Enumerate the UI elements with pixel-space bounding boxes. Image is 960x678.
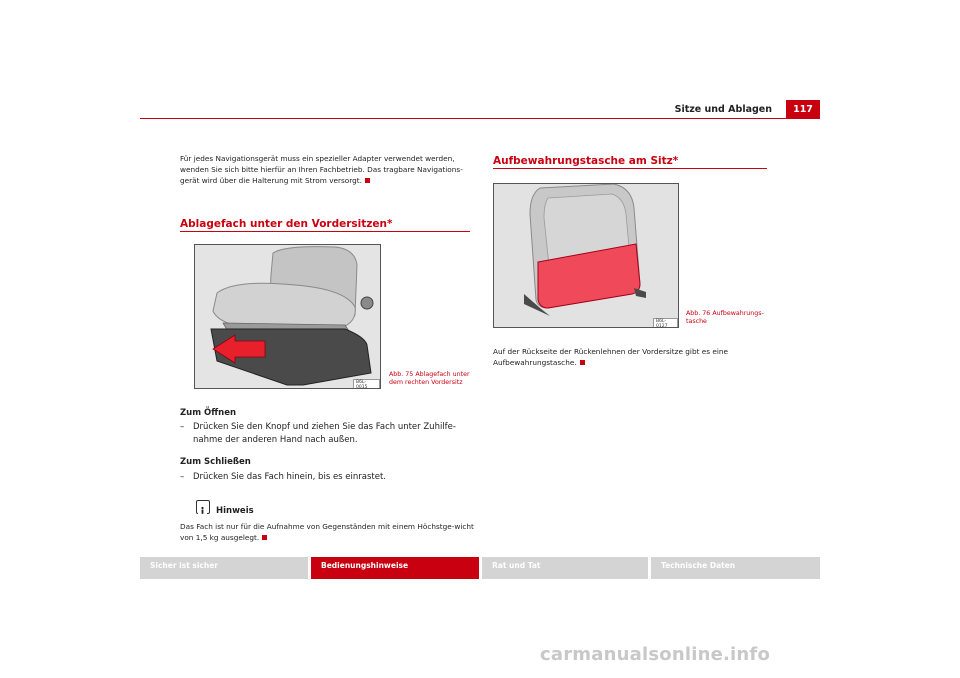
footer-tab-sicher[interactable] [140,557,308,579]
page-number: 117 [786,100,820,119]
footer-tab-label: Rat und Tat [492,561,541,570]
note-text: Das Fach ist nur für die Aufnahme von Gegenständen mit einem Höchstge-wicht von 1,5 kg ausgelegt. [180,522,474,542]
note-paragraph [180,521,476,543]
figure-caption-76: Abb. 76 Aufbewahrungs-tasche [686,310,764,325]
end-mark-icon [262,535,267,540]
bullet-dash: – [180,422,185,432]
footer-tab-rat[interactable] [482,557,648,579]
info-icon [196,500,210,514]
section-title-ablagefach: Ablagefach unter den Vordersitzen* [180,218,393,230]
info-glyph [197,505,208,516]
end-mark-icon [365,178,370,183]
intro-text: Für jedes Navigationsgerät muss ein spezieller Adapter verwendet werden, wenden Sie sich bitte hierfür an Ihren Fachbetrieb. Das tragbare Navigations-gerät wird über die Halterung mit Strom versorgt. [180,154,463,185]
footer-tab-bedienung[interactable] [311,557,479,579]
figure-code: B6L-0127 [653,318,678,328]
footer-tab-technische[interactable] [651,557,820,579]
section-rule [493,168,767,169]
section-title-tasche: Aufbewahrungstasche am Sitz* [493,155,679,167]
figure-seat-drawer [194,244,381,389]
subheading-open: Zum Öffnen [180,408,237,418]
pocket-text: Auf der Rückseite der Rückenlehnen der Vordersitze gibt es eine Aufbewahrungstasche. [493,347,728,367]
footer-tab-label: Sicher ist sicher [150,561,218,570]
step-text: Drücken Sie den Knopf und ziehen Sie das Fach unter Zuhilfe-nahme der anderen Hand nach außen. [193,422,456,445]
watermark-text: carmanualsonline.info [540,644,771,665]
footer-tab-label: Technische Daten [661,561,736,570]
bullet-dash: – [180,472,185,482]
figure-seat-pocket [493,183,679,328]
section-rule [180,231,470,232]
intro-paragraph [180,153,472,186]
figure-caption-75: Abb. 75 Ablagefach unter dem rechten Vordersitz [389,371,470,386]
seat-pocket-illustration [494,184,679,328]
page-header-title: Sitze und Ablagen [674,104,772,115]
seat-drawer-illustration [195,245,381,389]
figure-code: B6L-0015 [353,379,380,389]
step-open-1 [180,421,476,447]
subheading-close: Zum Schließen [180,457,251,467]
header-rule [140,118,820,119]
step-text: Drücken Sie das Fach hinein, bis es einrastet. [193,472,387,482]
note-title: Hinweis [216,506,254,516]
footer-tab-label: Bedienungshinweise [321,561,409,570]
pocket-paragraph [493,346,773,368]
end-mark-icon [580,360,585,365]
step-close-1 [180,471,476,484]
